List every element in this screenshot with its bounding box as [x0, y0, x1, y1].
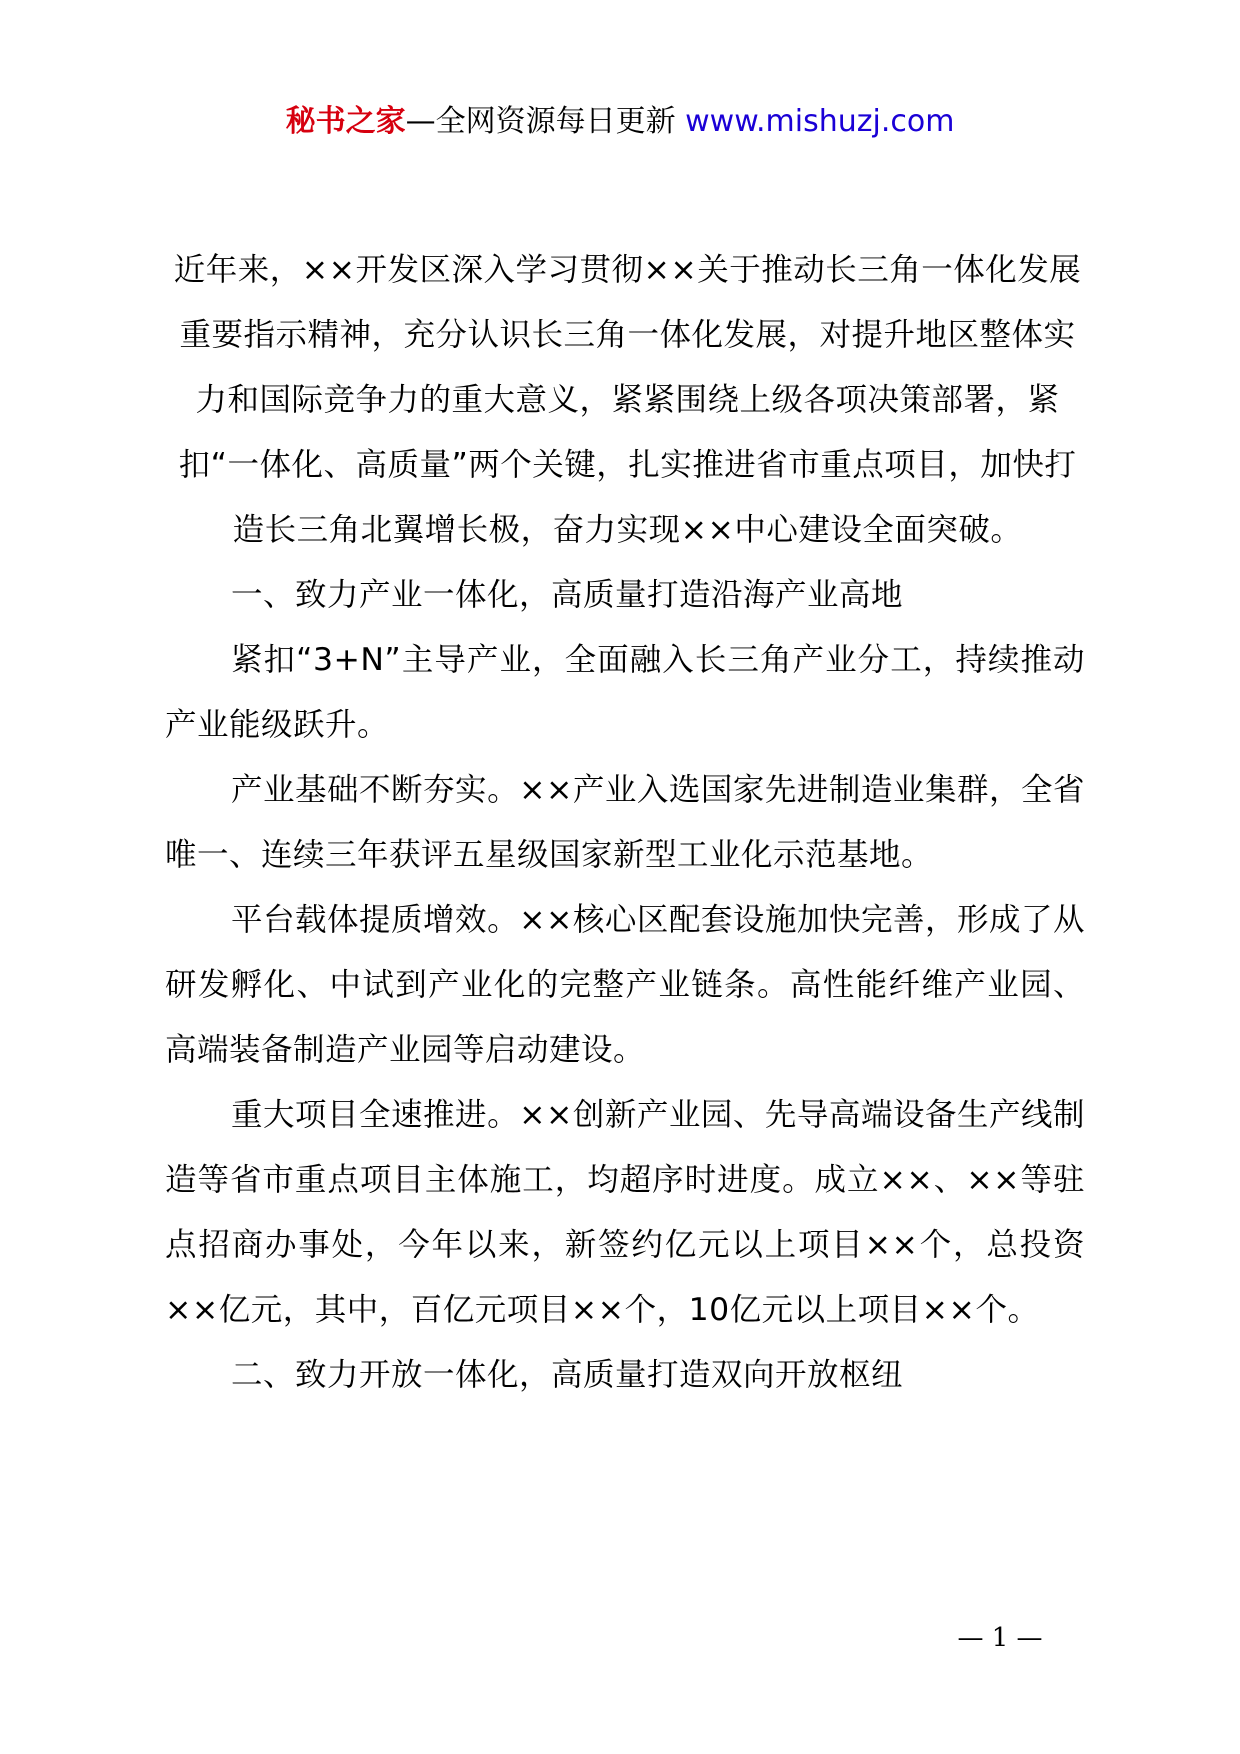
- platform-paragraph: 平台载体提质增效。××核心区配套设施加快完善，形成了从研发孵化、中试到产业化的完整产业链条。高性能纤维产业园、高端装备制造产业园等启动建设。: [165, 902, 1085, 1068]
- brand-name: 秘书之家: [285, 104, 406, 139]
- intro-paragraph: 近年来，××开发区深入学习贯彻××关于推动长三角一体化发展重要指示精神，充分认识长三角一体化发展，对提升地区整体实力和国际竞争力的重大意义，紧紧围绕上级各项决策部署，紧扣“一体化、高质量”两个关键，扎实推进省市重点项目，加快打造长三角北翼增长极，奋力实现××中心建设全面突破。: [173, 252, 1082, 548]
- document-body: [165, 238, 1085, 1408]
- section-1-heading: 一、致力产业一体化，高质量打造沿海产业高地: [231, 577, 904, 613]
- page-number: — 1 —: [957, 1623, 1043, 1653]
- major-projects-paragraph: 重大项目全速推进。××创新产业园、先导高端设备生产线制造等省市重点项目主体施工，均超序时进度。成立××、××等驻点招商办事处，今年以来，新签约亿元以上项目××个，总投资××亿元，其中，百亿元项目××个，10亿元以上项目××个。: [165, 1097, 1085, 1328]
- header-tagline: —全网资源每日更新: [405, 104, 686, 139]
- section-1-lead-paragraph: 紧扣“3+N”主导产业，全面融入长三角产业分工，持续推动产业能级跃升。: [165, 642, 1085, 743]
- section-2-heading: 二、致力开放一体化，高质量打造双向开放枢纽: [231, 1357, 904, 1393]
- industry-base-paragraph: 产业基础不断夯实。××产业入选国家先进制造业集群，全省唯一、连续三年获评五星级国家新型工业化示范基地。: [165, 772, 1085, 873]
- site-url-link[interactable]: www.mishuzj.com: [685, 104, 955, 139]
- site-header: [0, 100, 1240, 144]
